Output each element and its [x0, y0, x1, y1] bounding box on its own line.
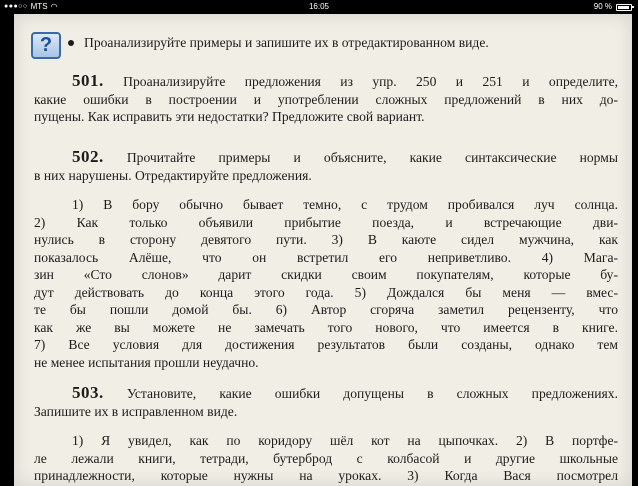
exercise-502-body-line: зин «Сто слонов» дарит скидки своим покупателям, которые бу- [34, 267, 618, 282]
exercise-502-body [34, 196, 618, 371]
exercise-502 [34, 148, 618, 184]
exercise-502-body-line: 7) Все условия для достижения результатов были созданы, однако тем [34, 337, 618, 352]
exercise-501-number: 501. [72, 71, 104, 90]
battery-icon [616, 4, 632, 11]
exercise-503-body [34, 432, 618, 485]
exercise-502-body-line: 1) В бору обычно бывает темно, с трудом пробивался луч солнца. [72, 197, 618, 212]
question-mark-icon: ? [31, 32, 61, 59]
bullet-icon [68, 40, 74, 46]
exercise-502-line-2: в них нарушены. Отредактируйте предложения. [34, 167, 312, 183]
exercise-503-body-line: принадлежности, которые нужны на уроках. 3) Когда Вася посмотрел [34, 468, 618, 483]
exercise-503-body-line: 1) Я увидел, как по коридору шёл кот на цыпочках. 2) В портфе- [72, 433, 618, 448]
exercise-501-line-2: какие ошибки в построении и употреблении сложных предложений в них до- [34, 91, 618, 107]
clock: 16:05 [308, 2, 330, 11]
exercise-502-body-line: показалось Алёше, что он встретил его неприветливо. 4) Мага- [34, 249, 618, 265]
exercise-502-body-line: 2) Как только объявили прибытие поезда, и встречающие дви- [34, 214, 618, 230]
exercise-502-number: 502. [72, 147, 104, 166]
exercise-501-line-3: пущены. Как исправить эти недостатки? Предложите свой вариант. [34, 109, 425, 124]
wifi-icon: ◠ [50, 2, 58, 11]
intro-instruction [84, 34, 624, 52]
exercise-503-line-2: Запишите их в исправленном виде. [34, 403, 238, 419]
exercise-502-body-line: как же вы можете не замечать того нового, что имеется в книге. [34, 319, 618, 335]
exercise-501 [34, 72, 618, 126]
exercise-502-body-line: дут действовать до конца этого года. 5) Дождался бы меня — вмес- [34, 284, 618, 300]
exercise-503-number: 503. [72, 383, 104, 402]
battery-percent: 90 % [593, 2, 612, 11]
status-bar [0, 0, 638, 14]
exercise-503-body-line: ле лежали книги, тетради, бутерброд с колбасой и другие школьные [34, 450, 618, 466]
carrier-name: MTS [30, 2, 48, 11]
exercise-501-line-1: 501. Проанализируйте предложения из упр. 250 и 251 и определите, [72, 71, 619, 90]
exercise-502-body-line: те бы пошли домой бы. 6) Автор сгоряча заметил рецензенту, что [34, 302, 618, 317]
book-page[interactable] [14, 14, 632, 486]
battery-group [594, 0, 632, 14]
exercise-502-body-line: нулись в сторону девятого пути. 3) В каюте сидел мужчина, как [34, 232, 618, 247]
intro-text: Проанализируйте примеры и запишите их в отредактированном виде. [84, 35, 489, 50]
exercise-502-line-1: 502. Прочитайте примеры и объясните, какие синтаксические нормы [72, 147, 618, 166]
battery-fill [618, 6, 629, 9]
exercise-503 [34, 384, 618, 420]
exercise-502-body-line: не менее испытания прошли неудачно. [34, 354, 259, 370]
exercise-503-line-1: 503. Установите, какие ошибки допущены в сложных предложениях. [72, 383, 618, 402]
signal-strength-icon: ●●●○○ [4, 3, 28, 10]
